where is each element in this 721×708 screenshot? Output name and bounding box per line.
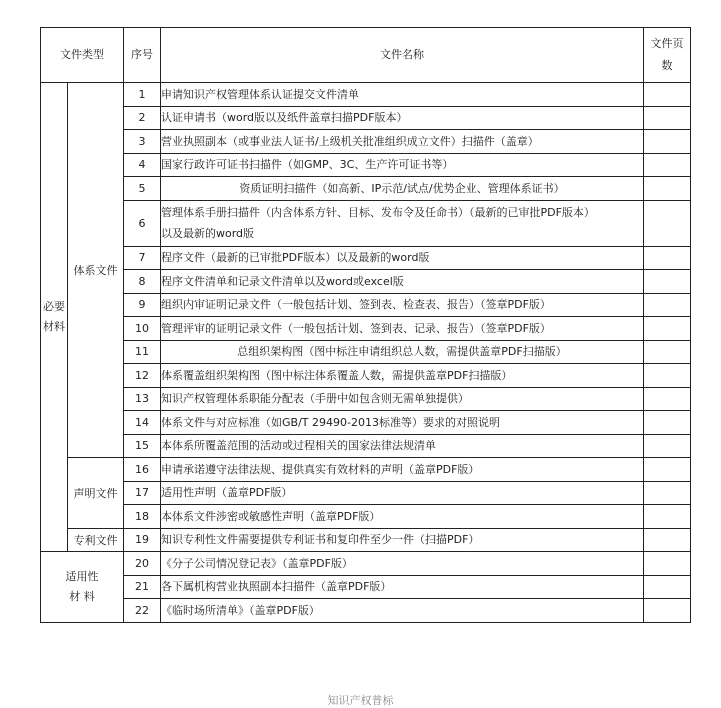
image-caption: 知识产权普标 xyxy=(327,694,394,707)
row-page-count xyxy=(644,177,691,201)
row-file-name: 本体系文件涉密或敏感性声明（盖章PDF版） xyxy=(161,505,644,529)
row-number: 3 xyxy=(124,130,161,154)
table-row xyxy=(41,552,691,576)
row-number: 14 xyxy=(124,411,161,435)
row-number: 6 xyxy=(124,200,161,246)
row-file-name: 程序文件清单和记录文件清单以及word或excel版 xyxy=(161,270,644,294)
table-row xyxy=(41,387,691,411)
header-page-count-line2: 数 xyxy=(661,59,673,72)
row-number: 2 xyxy=(124,106,161,130)
category-required xyxy=(41,83,68,552)
table-row xyxy=(41,177,691,201)
category-applicable xyxy=(41,552,124,623)
row-number: 5 xyxy=(124,177,161,201)
table-row xyxy=(41,293,691,317)
row-number: 22 xyxy=(124,599,161,623)
row-number: 4 xyxy=(124,153,161,177)
row-page-count xyxy=(644,599,691,623)
row-file-name: 申请承诺遵守法律法规、提供真实有效材料的声明（盖章PDF版） xyxy=(161,458,644,482)
row-page-count xyxy=(644,364,691,388)
row-number: 18 xyxy=(124,505,161,529)
row-page-count xyxy=(644,434,691,458)
row-page-count xyxy=(644,552,691,576)
row-page-count xyxy=(644,83,691,107)
table-row xyxy=(41,153,691,177)
table-row xyxy=(41,434,691,458)
row-page-count xyxy=(644,293,691,317)
row-page-count xyxy=(644,130,691,154)
table-row xyxy=(41,106,691,130)
header-row xyxy=(41,28,691,83)
row-file-name: 适用性声明（盖章PDF版） xyxy=(161,481,644,505)
row-file-name: 本体系所覆盖范围的活动或过程相关的国家法律法规清单 xyxy=(161,434,644,458)
materials-table xyxy=(40,27,691,623)
row-number: 19 xyxy=(124,528,161,552)
row-page-count xyxy=(644,411,691,435)
row-number: 12 xyxy=(124,364,161,388)
row-page-count xyxy=(644,481,691,505)
table-row xyxy=(41,599,691,623)
row-number: 17 xyxy=(124,481,161,505)
header-file-type: 文件类型 xyxy=(41,28,124,83)
table-row xyxy=(41,83,691,107)
table-row xyxy=(41,364,691,388)
row-number: 1 xyxy=(124,83,161,107)
row-file-name: 管理评审的证明记录文件（一般包括计划、签到表、记录、报告）（签章PDF版） xyxy=(161,317,644,341)
row-page-count xyxy=(644,458,691,482)
table-row xyxy=(41,411,691,435)
row-file-name: 各下属机构营业执照副本扫描件（盖章PDF版） xyxy=(161,575,644,599)
subcategory-statement-files: 声明文件 xyxy=(68,458,124,529)
row-page-count xyxy=(644,505,691,529)
table-row xyxy=(41,458,691,482)
category-required-line1: 必要 xyxy=(43,300,65,313)
table-row xyxy=(41,130,691,154)
row-number: 11 xyxy=(124,340,161,364)
row-number: 8 xyxy=(124,270,161,294)
table-row xyxy=(41,505,691,529)
row-file-name: 资质证明扫描件（如高新、IP示范/试点/优势企业、管理体系证书） xyxy=(161,177,644,201)
table-row xyxy=(41,340,691,364)
header-page-count xyxy=(644,28,691,83)
table-row xyxy=(41,528,691,552)
row-page-count xyxy=(644,246,691,270)
row-page-count xyxy=(644,528,691,552)
row-file-name: 总组织架构图（图中标注申请组织总人数，需提供盖章PDF扫描版） xyxy=(161,340,644,364)
row-page-count xyxy=(644,340,691,364)
row-file-name: 国家行政许可证书扫描件（如GMP、3C、生产许可证书等） xyxy=(161,153,644,177)
table-row xyxy=(41,575,691,599)
row-file-name: 《分子公司情况登记表》（盖章PDF版） xyxy=(161,552,644,576)
table-row xyxy=(41,270,691,294)
row-file-name: 程序文件（最新的已审批PDF版本）以及最新的word版 xyxy=(161,246,644,270)
row-file-name: 体系覆盖组织架构图（图中标注体系覆盖人数，需提供盖章PDF扫描版） xyxy=(161,364,644,388)
row-page-count xyxy=(644,387,691,411)
row-file-name: 营业执照副本（或事业法人证书/上级机关批准组织成立文件）扫描件（盖章） xyxy=(161,130,644,154)
row-number: 20 xyxy=(124,552,161,576)
row-number: 16 xyxy=(124,458,161,482)
category-required-line2: 材料 xyxy=(43,320,65,333)
row-file-name: 知识产权管理体系职能分配表（手册中如包含则无需单独提供） xyxy=(161,387,644,411)
row-number: 15 xyxy=(124,434,161,458)
row-file-name: 组织内审证明记录文件（一般包括计划、签到表、检查表、报告）（签章PDF版） xyxy=(161,293,644,317)
subcategory-patent-files: 专利文件 xyxy=(68,528,124,552)
table-row xyxy=(41,246,691,270)
header-seq: 序号 xyxy=(124,28,161,83)
table-row xyxy=(41,200,691,246)
row-file-name: 体系文件与对应标准（如GB/T 29490-2013标准等）要求的对照说明 xyxy=(161,411,644,435)
row-page-count xyxy=(644,317,691,341)
table-row xyxy=(41,317,691,341)
row-number: 7 xyxy=(124,246,161,270)
row-page-count xyxy=(644,270,691,294)
row-file-name: 知识专利性文件需要提供专利证书和复印件至少一件（扫描PDF） xyxy=(161,528,644,552)
row-file-name: 申请知识产权管理体系认证提交文件清单 xyxy=(161,83,644,107)
row-number: 10 xyxy=(124,317,161,341)
header-file-name: 文件名称 xyxy=(161,28,644,83)
row-page-count xyxy=(644,575,691,599)
row-page-count xyxy=(644,153,691,177)
header-page-count-line1: 文件页 xyxy=(650,37,684,50)
row-number: 9 xyxy=(124,293,161,317)
subcategory-system-files: 体系文件 xyxy=(68,83,124,458)
category-applicable-line1: 适用性 xyxy=(65,569,99,583)
row-file-name xyxy=(161,200,644,246)
row-page-count xyxy=(644,200,691,246)
row-page-count xyxy=(644,106,691,130)
row-file-name-line2: 以及最新的word版 xyxy=(161,227,255,240)
row-file-name-line1: 管理体系手册扫描件（内含体系方针、目标、发布令及任命书）（最新的已审批PDF版本） xyxy=(161,206,595,219)
row-file-name: 认证申请书（word版以及纸件盖章扫描PDF版本） xyxy=(161,106,644,130)
row-number: 21 xyxy=(124,575,161,599)
table-row xyxy=(41,481,691,505)
row-file-name: 《临时场所清单》（盖章PDF版） xyxy=(161,599,644,623)
category-applicable-line2: 材 料 xyxy=(69,589,95,603)
row-number: 13 xyxy=(124,387,161,411)
